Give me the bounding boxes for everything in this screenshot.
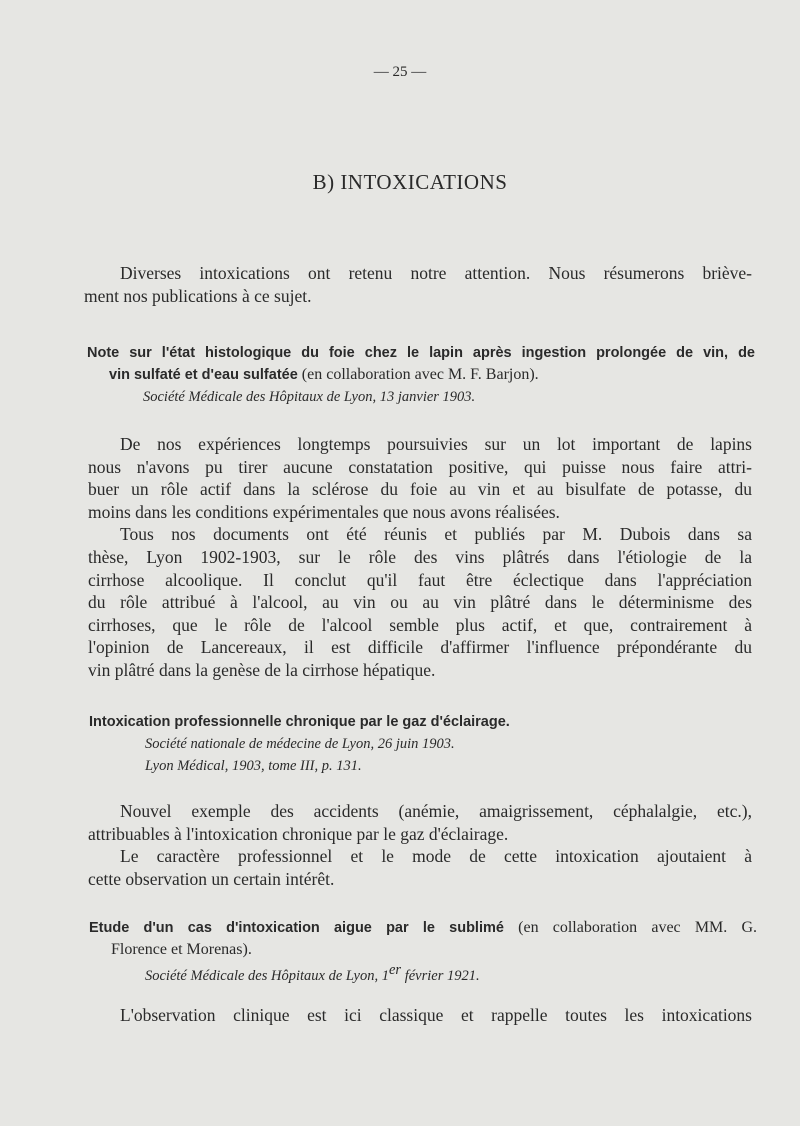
intro-paragraph bbox=[84, 262, 752, 307]
body-line: attribuables à l'intoxication chronique par le gaz d'éclairage. bbox=[88, 823, 509, 844]
body-line: Le caractère professionnel et le mode de cette intoxication ajoutaient à bbox=[120, 846, 752, 867]
entry-citation-date: 26 juin 1903. bbox=[374, 736, 455, 752]
body-line: De nos expériences longtemps poursuivies sur un lot important de lapins bbox=[120, 434, 752, 454]
body-line: vin plâtré dans la genèse de la cirrhose hépatique. bbox=[88, 659, 436, 680]
body-line: nous n'avons pu tirer aucune constatation positive, qui puisse nous faire attri- bbox=[88, 456, 752, 477]
entry-title-rest: (en collaboration avec M. F. Barjon). bbox=[297, 366, 539, 383]
publication-entry-1 bbox=[87, 342, 755, 408]
entry-citation-date: 1 bbox=[378, 968, 389, 985]
entry-title-bold: vin sulfaté et d'eau sulfatée bbox=[109, 367, 298, 383]
page-number: — 25 — bbox=[373, 64, 427, 80]
entry-citation-date-sup: er bbox=[388, 962, 402, 978]
body-line: Tous nos documents ont été réunis et publiés par M. Dubois dans sa bbox=[120, 524, 752, 545]
body-line: thèse, Lyon 1902-1903, sur le rôle des vins plâtrés dans l'étiologie de la bbox=[88, 546, 752, 567]
publication-entry-3 bbox=[89, 917, 757, 987]
body-line: cette observation un certain intérêt. bbox=[88, 868, 335, 889]
body-paragraph-3 bbox=[88, 1004, 752, 1027]
entry-citation-date: 13 janvier 1903. bbox=[376, 389, 476, 405]
body-line: buer un rôle actif dans la sclérose du foie au vin et au bisulfate de potasse, du bbox=[88, 479, 752, 500]
entry-citation-date: février 1921. bbox=[401, 968, 480, 985]
body-line: moins dans les conditions expérimentales que nous avons réalisées. bbox=[88, 501, 560, 522]
entry-title-bold: Note sur l'état histologique du foie chez le lapin après ingestion prolongée de vin, de bbox=[87, 345, 755, 361]
entry-citation-journal: Société nationale de médecine de Lyon, bbox=[145, 736, 375, 752]
entry-citation-journal: Société Médicale des Hôpitaux de Lyon, bbox=[143, 389, 377, 405]
entry-title-rest: Florence et Morenas). bbox=[111, 941, 252, 958]
publication-entry-2 bbox=[89, 711, 757, 777]
body-line: du rôle attribué à l'alcool, au vin ou au vin plâtré dans le déterminisme des bbox=[88, 592, 752, 613]
body-paragraph-2 bbox=[88, 800, 752, 890]
entry-citation-date: 1903, tome III, p. 131. bbox=[228, 758, 362, 774]
section-title: B) INTOXICATIONS bbox=[312, 170, 508, 194]
intro-line: ment nos publications à ce sujet. bbox=[84, 285, 312, 306]
body-paragraph-1 bbox=[88, 433, 752, 682]
body-line: cirrhose alcoolique. Il conclut qu'il faut être éclectique dans l'appréciation bbox=[88, 569, 752, 590]
intro-line: Diverses intoxications ont retenu notre attention. Nous résumerons briève- bbox=[120, 263, 752, 283]
body-line: cirrhoses, que le rôle de l'alcool semble plus actif, et que, contrairement à bbox=[88, 614, 752, 635]
body-line: l'opinion de Lancereaux, il est difficile d'affirmer l'influence prépondérante du bbox=[88, 637, 752, 658]
entry-citation-journal: Lyon Médical, bbox=[145, 758, 229, 774]
entry-citation-journal: Société Médicale des Hôpitaux de Lyon, bbox=[145, 968, 379, 985]
body-line: Nouvel exemple des accidents (anémie, amaigrissement, céphalalgie, etc.), bbox=[120, 801, 752, 821]
entry-title-rest: (en collaboration avec MM. G. bbox=[503, 919, 758, 936]
entry-title-bold: Intoxication professionnelle chronique par le gaz d'éclairage. bbox=[89, 714, 510, 730]
entry-title-bold: Etude d'un cas d'intoxication aigue par le sublimé bbox=[89, 920, 504, 936]
body-line: L'observation clinique est ici classique et rappelle toutes les intoxications bbox=[120, 1005, 752, 1025]
